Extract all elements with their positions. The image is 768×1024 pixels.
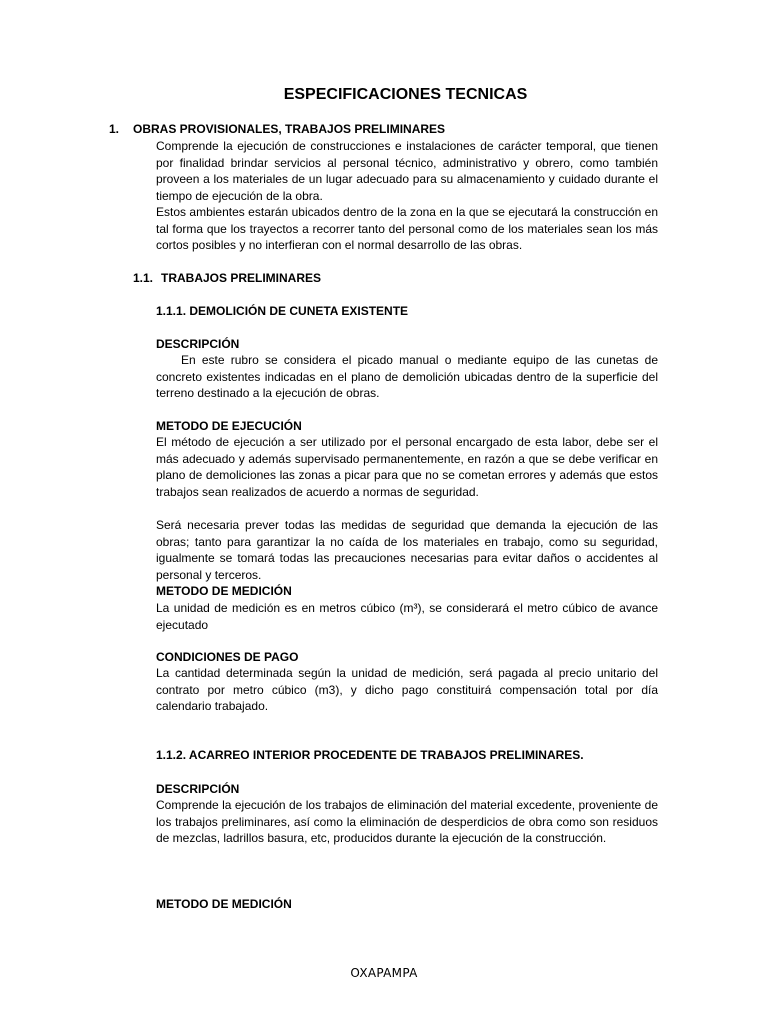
section-1-paragraph-1: Comprende la ejecución de construcciones e instalaciones de carácter temporal, que tienen por finalidad brindar servicios al personal técnico, administrativo y obrero, como también proveen a los materiales de un lugar adecuado para su almacenamiento y cuidado durante el tiempo de ejecución de la obra. [156, 139, 658, 203]
section-1-1-2-heading: 1.1.2. ACARREO INTERIOR PROCEDENTE DE TRABAJOS PRELIMINARES. [156, 748, 584, 762]
section-1-number: 1. [109, 122, 120, 136]
section-1-1-1-measure-heading: METODO DE MEDICIÓN [156, 584, 292, 598]
section-1-1-1-measure-text [156, 600, 658, 633]
section-1-body [156, 138, 658, 254]
section-1-1-2-measure-heading: METODO DE MEDICIÓN [156, 897, 292, 911]
section-1-1-2-description-text [156, 797, 658, 847]
description-paragraph-2: Comprende la ejecución de los trabajos de eliminación del material excedente, proveniente de los trabajos preliminares, así como la eliminación de desperdicios de obra como son residuos de mezclas, ladrillos basura, etc, producidos durante la ejecución de la construcción. [156, 798, 658, 845]
section-1-1-1-method-text [156, 434, 658, 500]
section-1-heading: OBRAS PROVISIONALES, TRABAJOS PRELIMINARES [133, 122, 446, 136]
section-1-1-1-payment-heading: CONDICIONES DE PAGO [156, 650, 299, 664]
section-1-paragraph-2: Estos ambientes estarán ubicados dentro de la zona en la que se ejecutará la construcción en tal forma que los trayectos a recorrer tanto del personal como de los materiales sean los más cortos posibles y no interfieran con el normal desarrollo de las obras. [156, 205, 658, 252]
description-paragraph: En este rubro se considera el picado manual o mediante equipo de las cunetas de concreto existentes indicadas en el plano de demolición ubicadas dentro de la superficie del terreno destinado a la ejecución de obras. [156, 353, 658, 400]
section-1-1-2-description-heading: DESCRIPCIÓN [156, 782, 240, 796]
method-paragraph-1: El método de ejecución a ser utilizado por el personal encargado de esta labor, debe ser el más adecuado y además supervisado permanentemente, en razón a que se debe verificar en plano de demoliciones las zonas a picar para que no se cometan errores y además que estos trabajos sean realizados de acuerdo a normas de seguridad. [156, 435, 658, 499]
section-1-1-number: 1.1. [133, 271, 154, 285]
page-title: ESPECIFICACIONES TECNICAS [283, 86, 528, 103]
section-1-1-1-method-text-2 [156, 517, 658, 583]
payment-paragraph: La cantidad determinada según la unidad de medición, será pagada al precio unitario del contrato por metro cúbico (m3), y dicho pago constituirá compensación total por día calendario trabajado. [156, 666, 658, 713]
page-footer: OXAPAMPA [350, 966, 418, 980]
section-1-1-1-method-heading: METODO DE EJECUCIÓN [156, 419, 302, 433]
section-1-1-heading: TRABAJOS PRELIMINARES [161, 271, 322, 285]
section-1-1-1-description-heading: DESCRIPCIÓN [156, 337, 240, 351]
section-1-1-1-description-text [156, 352, 658, 402]
section-1-1-1-heading: 1.1.1. DEMOLICIÓN DE CUNETA EXISTENTE [156, 304, 409, 318]
section-1-1-1-payment-text [156, 665, 658, 715]
method-paragraph-2: Será necesaria prever todas las medidas de seguridad que demanda la ejecución de las obras; tanto para garantizar la no caída de los materiales en trabajo, como su seguridad, igualmente se tomará todas las precauciones necesarias para evitar daños o accidentes al personal y terceros. [156, 518, 658, 582]
measure-paragraph: La unidad de medición es en metros cúbico (m³), se considerará el metro cúbico de avance ejecutado [156, 601, 658, 632]
